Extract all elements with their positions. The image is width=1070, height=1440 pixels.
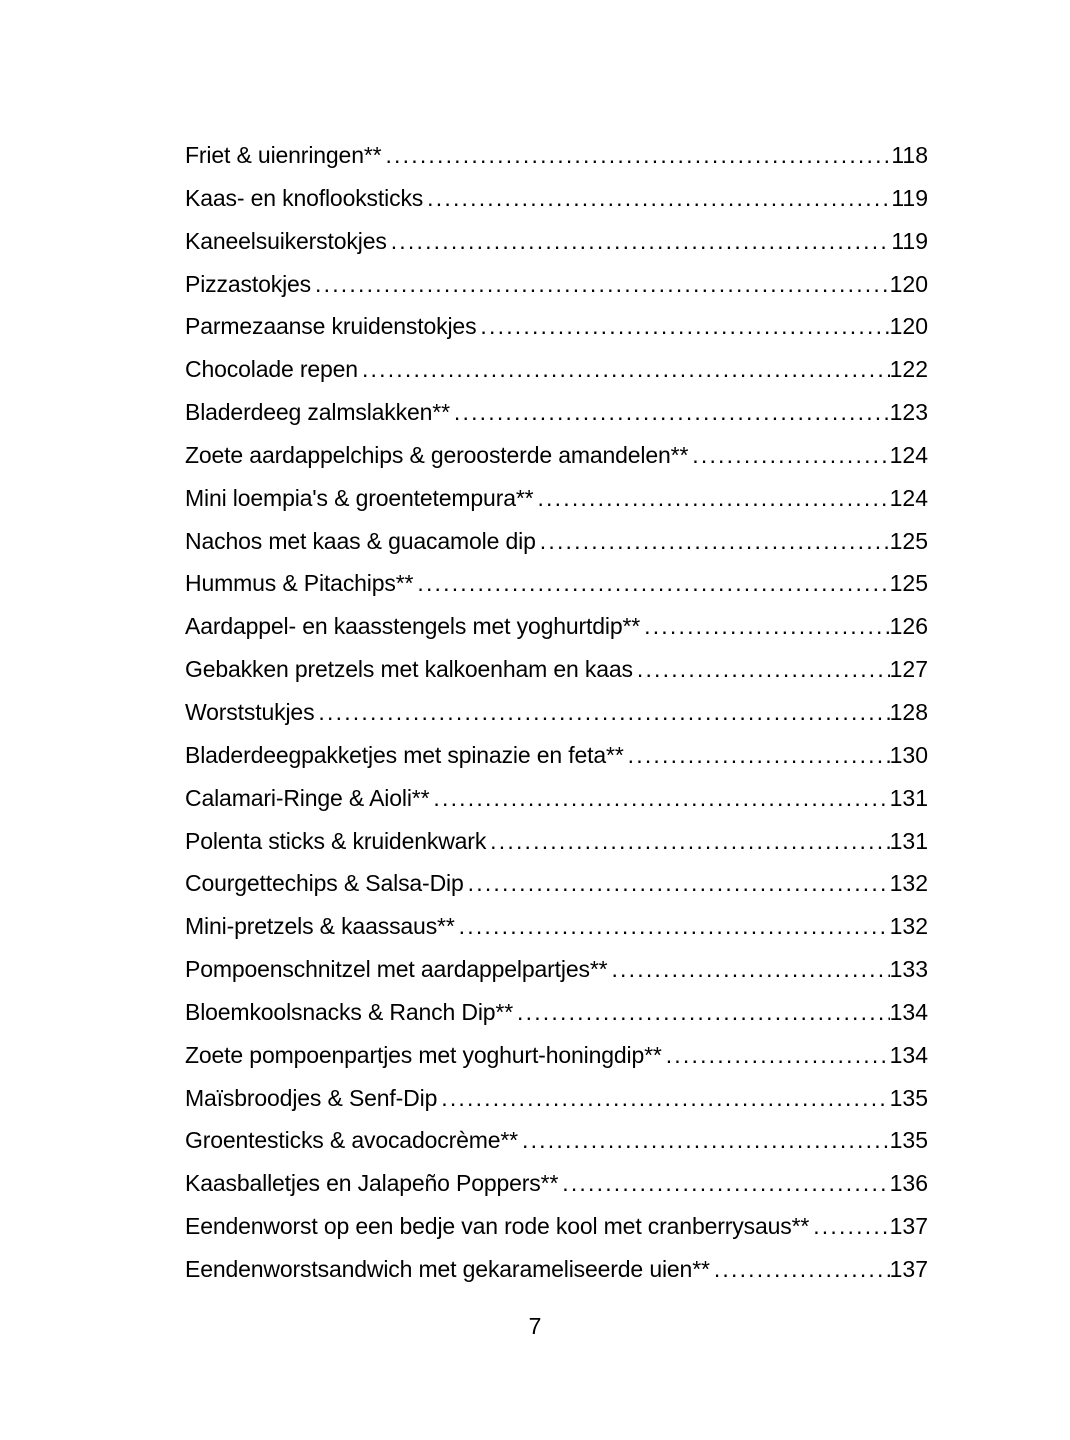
toc-entry: [185, 1034, 928, 1077]
toc-entry-title: Polenta sticks & kruidenkwark: [185, 827, 487, 854]
toc-entry-page: 119: [891, 227, 928, 254]
toc-entry: [185, 691, 928, 734]
toc-entry-title: Zoete pompoenpartjes met yoghurt-honingdip**: [185, 1041, 662, 1068]
toc-entry-leader-dots: [714, 1248, 890, 1291]
toc-entry-title: Bloemkoolsnacks & Ranch Dip**: [185, 998, 514, 1025]
toc-entry-title: Kaasballetjes en Jalapeño Poppers**: [185, 1170, 559, 1197]
toc-entry: [185, 991, 928, 1034]
toc-entry: [185, 1077, 928, 1120]
toc-entry-title: Eendenworst op een bedje van rode kool met cranberrysaus**: [185, 1213, 810, 1240]
toc-entry-title: Aardappel- en kaasstengels met yoghurtdip**: [185, 613, 641, 640]
toc-entry-leader-dots: [540, 520, 890, 563]
toc-entry-page: 118: [891, 142, 928, 168]
toc-entry-title: Groentesticks & avocadocrème**: [185, 1127, 518, 1154]
toc-entry-leader-dots: [637, 648, 890, 691]
toc-entry-title: Gebakken pretzels met kalkoenham en kaas: [185, 656, 633, 683]
toc-entry-leader-dots: [628, 734, 890, 777]
toc-entry-page: 130: [889, 741, 928, 768]
toc-entry-leader-dots: [517, 991, 890, 1034]
toc-entry-leader-dots: [562, 1162, 889, 1205]
toc-entry-title: Nachos met kaas & guacamole dip: [185, 527, 536, 554]
toc-entry: [185, 263, 928, 306]
toc-entry-page: 132: [889, 870, 928, 897]
toc-entry-leader-dots: [315, 263, 890, 306]
toc-entry-title: Zoete aardappelchips & geroosterde amandelen**: [185, 441, 689, 468]
toc-entry-leader-dots: [644, 605, 890, 648]
toc-entry-leader-dots: [459, 905, 890, 948]
toc-entry-title: Calamari-Ringe & Aioli**: [185, 784, 430, 811]
toc-entry: [185, 905, 928, 948]
toc-entry-page: 120: [889, 313, 928, 340]
toc-entry-title: Bladerdeegpakketjes met spinazie en feta**: [185, 741, 624, 768]
toc-entry: [185, 1205, 928, 1248]
toc-entry: [185, 648, 928, 691]
toc-entry-page: 122: [889, 356, 928, 383]
toc-entry-leader-dots: [427, 177, 891, 220]
toc-entry-title: Kaneelsuikerstokjes: [185, 227, 387, 254]
toc-entry: [185, 220, 928, 263]
toc-entry-page: 134: [889, 1041, 928, 1068]
toc-entry: [185, 134, 928, 177]
toc-entry-title: Courgettechips & Salsa-Dip: [185, 870, 464, 897]
toc-entry: [185, 477, 928, 520]
toc-entry-leader-dots: [417, 562, 889, 605]
toc-entry: [185, 520, 928, 563]
toc-entry-page: 128: [889, 698, 928, 725]
toc-entry-leader-dots: [454, 391, 890, 434]
toc-entry-page: 120: [889, 270, 928, 297]
toc-entry-page: 131: [889, 827, 928, 854]
toc-entry-leader-dots: [385, 134, 891, 177]
toc-entry-title: Pizzastokjes: [185, 270, 312, 297]
toc-entry: [185, 1162, 928, 1205]
toc-entry: [185, 348, 928, 391]
toc-entry-page: 124: [889, 484, 928, 511]
toc-entry-page: 136: [889, 1170, 928, 1197]
toc-entry-page: 133: [889, 956, 928, 983]
toc-entry-leader-dots: [537, 477, 889, 520]
toc-entry-page: 135: [889, 1084, 928, 1111]
toc-entry-title: Bladerdeeg zalmslakken**: [185, 399, 450, 426]
toc-entry-leader-dots: [813, 1205, 889, 1248]
toc-entry-page: 137: [889, 1213, 928, 1240]
toc-entry-leader-dots: [318, 691, 889, 734]
toc-entry: [185, 948, 928, 991]
toc-entry-title: Worststukjes: [185, 698, 315, 725]
toc-entry-page: 125: [889, 527, 928, 554]
toc-list: [185, 134, 928, 1291]
toc-entry-leader-dots: [441, 1077, 889, 1120]
toc-entry: [185, 862, 928, 905]
toc-entry-page: 131: [889, 784, 928, 811]
toc-entry-title: Chocolade repen: [185, 356, 358, 383]
toc-entry: [185, 1248, 928, 1291]
toc-entry: [185, 1119, 928, 1162]
toc-entry-page: 119: [891, 184, 928, 211]
toc-entry-leader-dots: [480, 305, 889, 348]
toc-entry: [185, 820, 928, 863]
toc-entry: [185, 177, 928, 220]
toc-entry-page: 125: [889, 570, 928, 597]
toc-entry-leader-dots: [522, 1119, 890, 1162]
toc-entry-title: Pompoenschnitzel met aardappelpartjes**: [185, 956, 608, 983]
toc-entry-leader-dots: [433, 777, 889, 820]
toc-entry-page: 127: [889, 656, 928, 683]
toc-entry-page: 123: [889, 399, 928, 426]
toc-entry-leader-dots: [490, 820, 889, 863]
toc-entry-leader-dots: [468, 862, 890, 905]
toc-entry: [185, 605, 928, 648]
toc-entry-title: Parmezaanse kruidenstokjes: [185, 313, 477, 340]
toc-entry-title: Eendenworstsandwich met gekarameliseerde uien**: [185, 1255, 710, 1282]
toc-entry-title: Mini loempia's & groentetempura**: [185, 484, 534, 511]
toc-entry-page: 135: [889, 1127, 928, 1154]
toc-entry-page: 124: [889, 441, 928, 468]
page-number-footer: 7: [528, 1313, 542, 1339]
toc-entry-title: Maïsbroodjes & Senf-Dip: [185, 1084, 438, 1111]
toc-entry-page: 134: [889, 998, 928, 1025]
toc-entry: [185, 305, 928, 348]
toc-entry: [185, 734, 928, 777]
toc-entry-page: 132: [889, 913, 928, 940]
toc-entry-leader-dots: [692, 434, 889, 477]
toc-entry-leader-dots: [611, 948, 889, 991]
toc-entry-title: Kaas- en knoflooksticks: [185, 184, 424, 211]
toc-entry-title: Mini-pretzels & kaassaus**: [185, 913, 455, 940]
toc-entry: [185, 777, 928, 820]
toc-entry-leader-dots: [391, 220, 892, 263]
toc-entry-title: Friet & uienringen**: [185, 142, 382, 168]
toc-entry: [185, 562, 928, 605]
toc-entry-page: 137: [889, 1255, 928, 1282]
toc-entry: [185, 391, 928, 434]
toc-entry-title: Hummus & Pitachips**: [185, 570, 414, 597]
toc-entry: [185, 434, 928, 477]
toc-entry-page: 126: [889, 613, 928, 640]
toc-entry-leader-dots: [362, 348, 890, 391]
toc-entry-leader-dots: [666, 1034, 890, 1077]
